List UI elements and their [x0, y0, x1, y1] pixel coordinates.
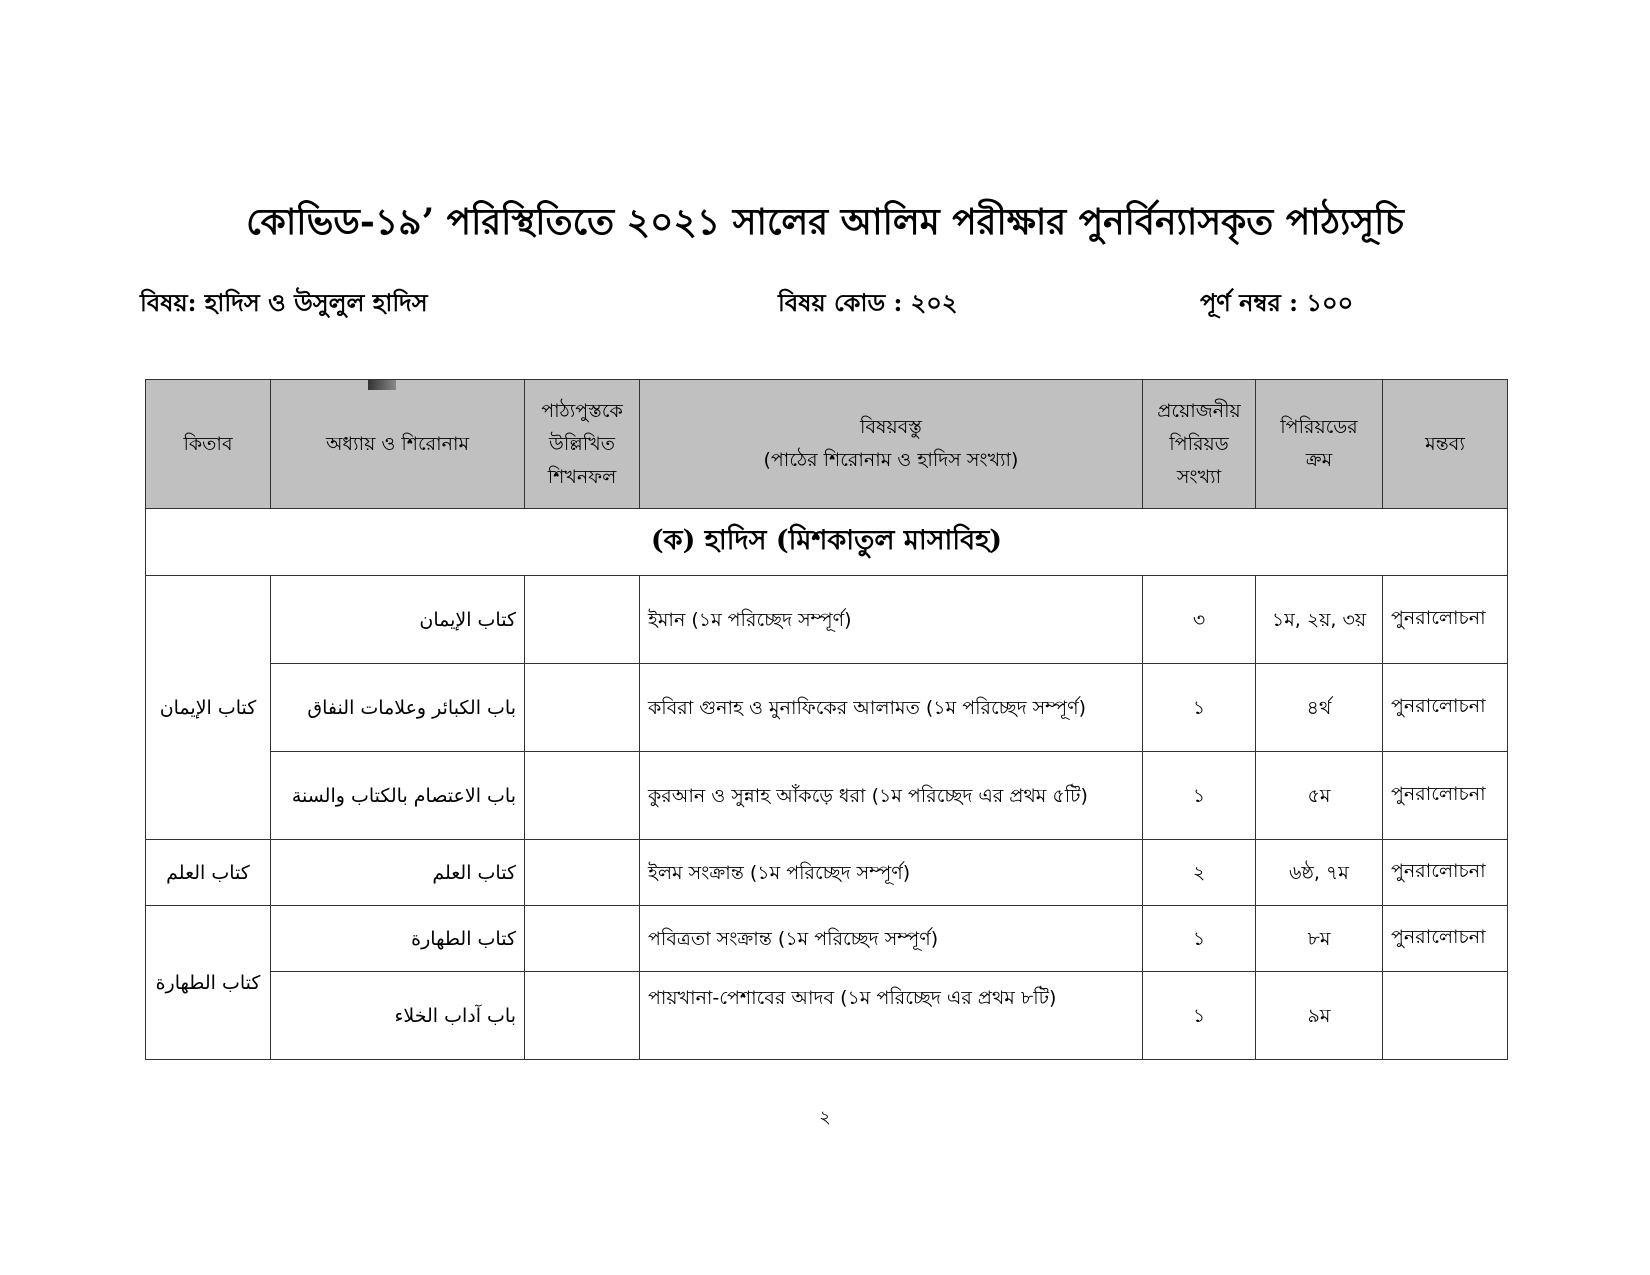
period-count-cell: ১ — [1143, 752, 1256, 840]
period-count-cell: ১ — [1143, 664, 1256, 752]
remark-cell: পুনরালোচনা — [1383, 906, 1508, 972]
remark-cell: পুনরালোচনা — [1383, 840, 1508, 906]
period-count-cell: ৩ — [1143, 576, 1256, 664]
period-count-cell: ২ — [1143, 840, 1256, 906]
document-title: কোভিড-১৯’ পরিস্থিতিতে ২০২১ সালের আলিম পরীক্ষার পুনর্বিন্যাসকৃত পাঠ্যসূচি — [246, 201, 1404, 243]
chapter-cell: باب الكبائر وعلامات النفاق — [271, 664, 525, 752]
table-row — [146, 752, 1508, 840]
period-order-cell: ৮ম — [1256, 906, 1383, 972]
header-content — [640, 380, 1143, 509]
period-order-cell: ৪র্থ — [1256, 664, 1383, 752]
period-count-cell: ১ — [1143, 906, 1256, 972]
kitab-tahara: كتاب الطهارة — [146, 906, 271, 1060]
table-row — [146, 906, 1508, 972]
table-row — [146, 972, 1508, 1060]
scan-mark — [368, 380, 396, 390]
content-cell: ইমান (১ম পরিচ্ছেদ সম্পূর্ণ) — [640, 576, 1143, 664]
header-content-line2: (পাঠের শিরোনাম ও হাদিস সংখ্যা) — [763, 449, 1019, 471]
period-order-cell: ১ম, ২য়, ৩য় — [1256, 576, 1383, 664]
header-outcome-line2: উল্লিখিত — [549, 432, 615, 455]
section-title-row — [146, 509, 1508, 576]
header-kitab: কিতাব — [146, 380, 271, 509]
header-remark: মন্তব্য — [1383, 380, 1508, 509]
outcome-cell — [525, 840, 640, 906]
period-order-cell: ৬ষ্ঠ, ৭ম — [1256, 840, 1383, 906]
outcome-cell — [525, 752, 640, 840]
header-order-line1: পিরিয়ডের — [1280, 416, 1358, 438]
chapter-cell: كتاب العلم — [271, 840, 525, 906]
content-cell: কুরআন ও সুন্নাহ আঁকড়ে ধরা (১ম পরিচ্ছেদ এর প্রথম ৫টি) — [640, 752, 1143, 840]
content-cell: কবিরা গুনাহ ও মুনাফিকের আলামত (১ম পরিচ্ছেদ সম্পূর্ণ) — [640, 664, 1143, 752]
table-row — [146, 840, 1508, 906]
header-period-line2: পিরিয়ড — [1169, 432, 1229, 455]
outcome-cell — [525, 576, 640, 664]
remark-cell: পুনরালোচনা — [1383, 664, 1508, 752]
table-row — [146, 664, 1508, 752]
chapter-cell: باب الاعتصام بالكتاب والسنة — [271, 752, 525, 840]
header-order-line2: ক্রম — [1305, 449, 1333, 471]
header-learning-outcome — [525, 380, 640, 509]
period-count-cell: ১ — [1143, 972, 1256, 1060]
period-order-cell: ৯ম — [1256, 972, 1383, 1060]
page-number: ২ — [819, 1107, 831, 1128]
outcome-cell — [525, 906, 640, 972]
chapter-cell: كتاب الطهارة — [271, 906, 525, 972]
remark-cell — [1383, 972, 1508, 1060]
remark-cell: পুনরালোচনা — [1383, 752, 1508, 840]
section-title: (ক) হাদিস (মিশকাতুল মাসাবিহ) — [146, 509, 1508, 576]
header-outcome-line3: শিখনফল — [547, 465, 617, 488]
chapter-cell: كتاب الإيمان — [271, 576, 525, 664]
period-order-cell: ৫ম — [1256, 752, 1383, 840]
subject-name: বিষয়: হাদিস ও উসুলুল হাদিস — [140, 288, 428, 317]
header-period-count — [1143, 380, 1256, 509]
header-period-line3: সংখ্যা — [1176, 465, 1222, 488]
outcome-cell — [525, 972, 640, 1060]
remark-cell: পুনরালোচনা — [1383, 576, 1508, 664]
header-outcome-line1: পাঠ্যপুস্তকে — [541, 399, 623, 422]
chapter-cell: باب آداب الخلاء — [271, 972, 525, 1060]
kitab-ilm: كتاب العلم — [146, 840, 271, 906]
syllabus-table — [145, 379, 1508, 1060]
content-cell: পবিত্রতা সংক্রান্ত (১ম পরিচ্ছেদ সম্পূর্ণ) — [640, 906, 1143, 972]
kitab-iman: كتاب الإيمان — [146, 576, 271, 840]
header-period-line1: প্রয়োজনীয় — [1157, 399, 1241, 422]
full-marks: পূর্ণ নম্বর : ১০০ — [1200, 288, 1354, 317]
outcome-cell — [525, 664, 640, 752]
content-cell: ইলম সংক্রান্ত (১ম পরিচ্ছেদ সম্পূর্ণ) — [640, 840, 1143, 906]
table-row — [146, 576, 1508, 664]
subject-code: বিষয় কোড : ২০২ — [778, 288, 958, 317]
header-chapter: অধ্যায় ও শিরোনাম — [271, 380, 525, 509]
header-period-order — [1256, 380, 1383, 509]
header-content-line1: বিষয়বস্তু — [860, 416, 922, 438]
content-cell: পায়খানা-পেশাবের আদব (১ম পরিচ্ছেদ এর প্রথম ৮টি) — [640, 972, 1143, 1060]
table-header-row — [146, 380, 1508, 509]
